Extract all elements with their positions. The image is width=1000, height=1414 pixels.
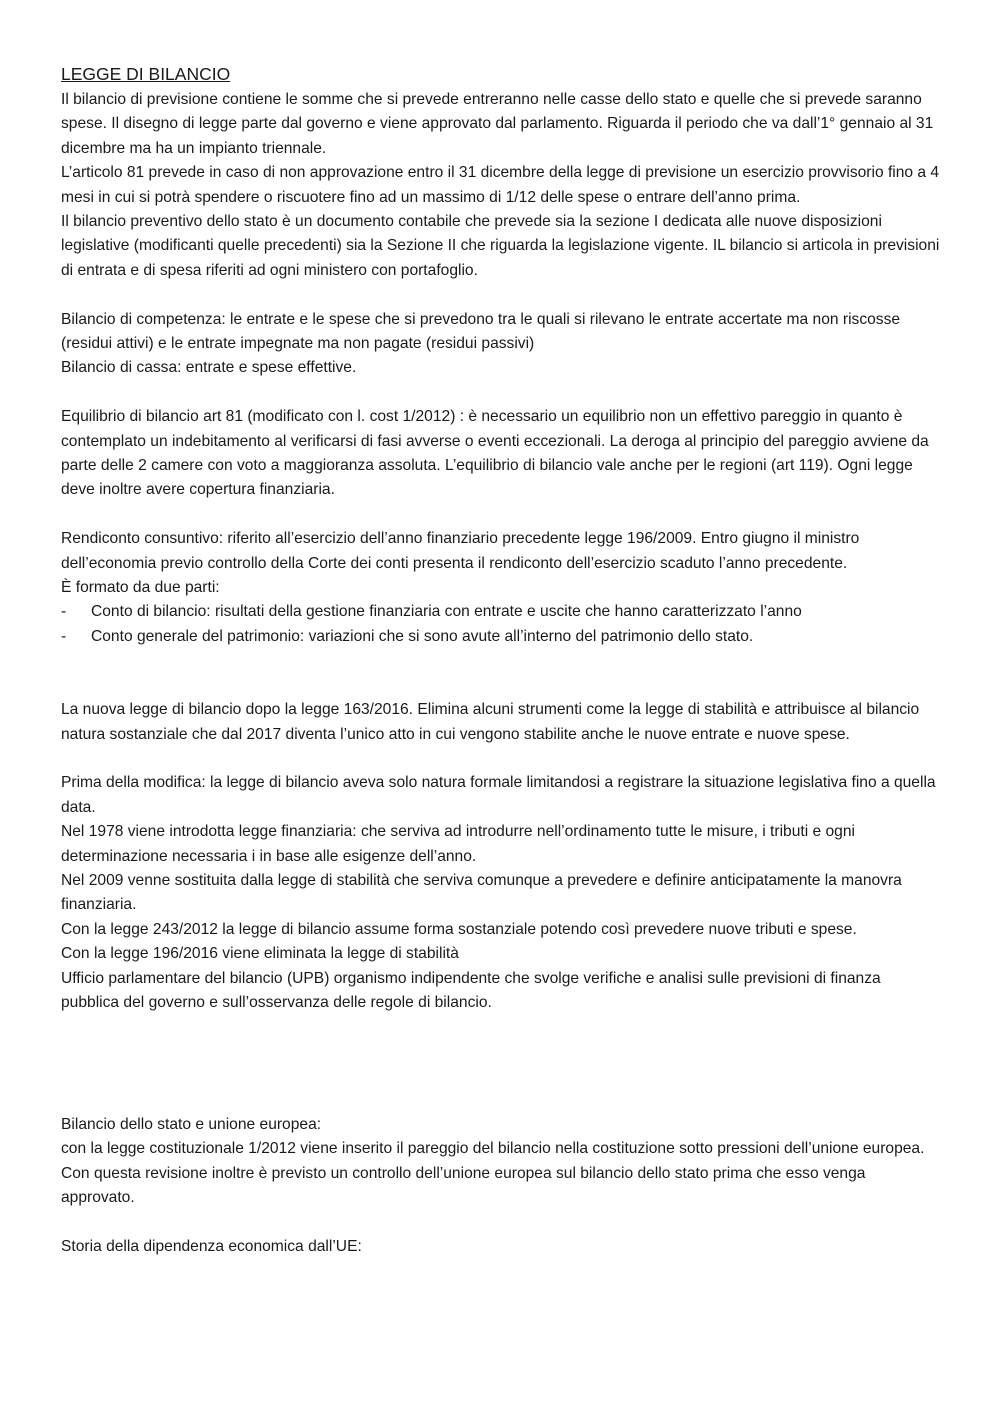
paragraph-articolo-81: L’articolo 81 prevede in caso di non approvazione entro il 31 dicembre della legge di previsione un esercizio provvisorio fino a 4 mesi in cui si potrà spendere o riscuotere fino ad un massimo di 1/12 delle spese o entrare dell’anno prima. xyxy=(61,164,940,206)
blank-line xyxy=(61,747,941,771)
paragraph-1978: Nel 1978 viene introdotta legge finanziaria: che serviva ad introdurre nell’ordinamento tutte le misure, i tributi e ogni determinazione necessaria i in base alle esigenze dell’anno. xyxy=(61,823,855,865)
document-page xyxy=(61,62,941,1259)
paragraph-2009: Nel 2009 venne sostituita dalla legge di stabilità che serviva comunque a prevedere e definire anticipatamente la manovra finanziaria. xyxy=(61,871,902,914)
list-item xyxy=(61,600,941,624)
paragraph-bilancio-previsione: Il bilancio di previsione contiene le somme che si prevede entreranno nelle casse dello stato e quelle che si prevede saranno spese. Il disegno di legge parte dal governo e viene approvato dal parlamento. Riguarda il periodo che va dall’1° gennaio al 31 dicembre ma ha un impianto triennale. xyxy=(61,91,934,157)
blank-line xyxy=(61,503,941,527)
paragraph-legge-196-2016: Con la legge 196/2016 viene eliminata la legge di stabilità xyxy=(61,945,459,963)
paragraph-equilibrio-bilancio: Equilibrio di bilancio art 81 (modificato con l. cost 1/2012) : è necessario un equilibrio non un effettivo pareggio in quanto è contemplato un indebitamento al verificarsi di fasi avverse o eventi eccezionali. La deroga al principio del pareggio avviene da parte delle 2 camere con voto a maggioranza assoluta. L’equilibrio di bilancio vale anche per le regioni (art 119). Ogni legge deve inoltre avere copertura finanziaria. xyxy=(61,408,929,499)
blank-line xyxy=(61,1211,941,1235)
blank-lines xyxy=(61,1015,941,1113)
document-title: LEGGE DI BILANCIO xyxy=(61,64,231,84)
paragraph-bilancio-competenza: Bilancio di competenza: le entrate e le spese che si prevedono tra le quali si rilevano le entrate accertate ma non riscosse (residui attivi) e le entrate impegnate ma non pagate (residui passivi) xyxy=(61,310,901,353)
list-item xyxy=(61,625,941,649)
paragraph-prima-modifica: Prima della modifica: la legge di bilancio aveva solo natura formale limitandosi a registrare la situazione legislativa fino a quella data. xyxy=(61,774,936,816)
blank-line xyxy=(61,381,941,405)
list-item-text: Conto generale del patrimonio: variazioni che si sono avute all’interno del patrimonio dello stato. xyxy=(91,627,754,645)
paragraph-bilancio-cassa: Bilancio di cassa: entrate e spese effettive. xyxy=(61,359,357,377)
paragraph-nuova-legge-bilancio: La nuova legge di bilancio dopo la legge 163/2016. Elimina alcuni strumenti come la legge di stabilità e attribuisce al bilancio natura sostanziale che dal 2017 diventa l’unico atto in cui vengono stabilite anche le nuove entrate e nuove spese. xyxy=(61,701,920,743)
list-item-text: Conto di bilancio: risultati della gestione finanziaria con entrate e uscite che hanno caratterizzato l’anno xyxy=(91,603,802,621)
paragraph-legge-243-2012: Con la legge 243/2012 la legge di bilancio assume forma sostanziale potendo così prevedere nuove tributi e spese. xyxy=(61,920,857,938)
blank-lines xyxy=(61,649,941,698)
parts-list xyxy=(61,600,941,649)
paragraph-legge-costituzionale: con la legge costituzionale 1/2012 viene inserito il pareggio del bilancio nella costituzione sotto pressioni dell’unione europea. Con questa revisione inoltre è previsto un controllo dell’unione europea sul bilancio dello stato prima che esso venga approvato. xyxy=(61,1140,925,1207)
blank-line xyxy=(61,283,941,307)
bullet-dash: - xyxy=(61,627,67,645)
paragraph-bilancio-unione-europea-heading: Bilancio dello stato e unione europea: xyxy=(61,1115,322,1133)
paragraph-formato-due-parti: È formato da due parti: xyxy=(61,579,220,597)
paragraph-upb: Ufficio parlamentare del bilancio (UPB) organismo indipendente che svolge verifiche e analisi sulle previsioni di finanza pubblica del governo e sull’osservanza delle regole di bilancio. xyxy=(61,969,881,1011)
bullet-dash: - xyxy=(61,603,67,621)
paragraph-storia-dipendenza: Storia della dipendenza economica dall’UE: xyxy=(61,1237,362,1255)
paragraph-rendiconto-consuntivo: Rendiconto consuntivo: riferito all’esercizio dell’anno finanziario precedente legge 196/2009. Entro giugno il ministro dell’economia previo controllo della Corte dei conti presenta il rendiconto dell’esercizio scaduto l’anno precedente. xyxy=(61,530,860,572)
paragraph-bilancio-preventivo: Il bilancio preventivo dello stato è un documento contabile che prevede sia la sezione I dedicata alle nuove disposizioni legislative (modificanti quelle precedenti) sia la Sezione II che riguarda la legislazione vigente. IL bilancio si articola in previsioni di entrata e di spesa riferiti ad ogni ministero con portafoglio. xyxy=(61,213,940,279)
